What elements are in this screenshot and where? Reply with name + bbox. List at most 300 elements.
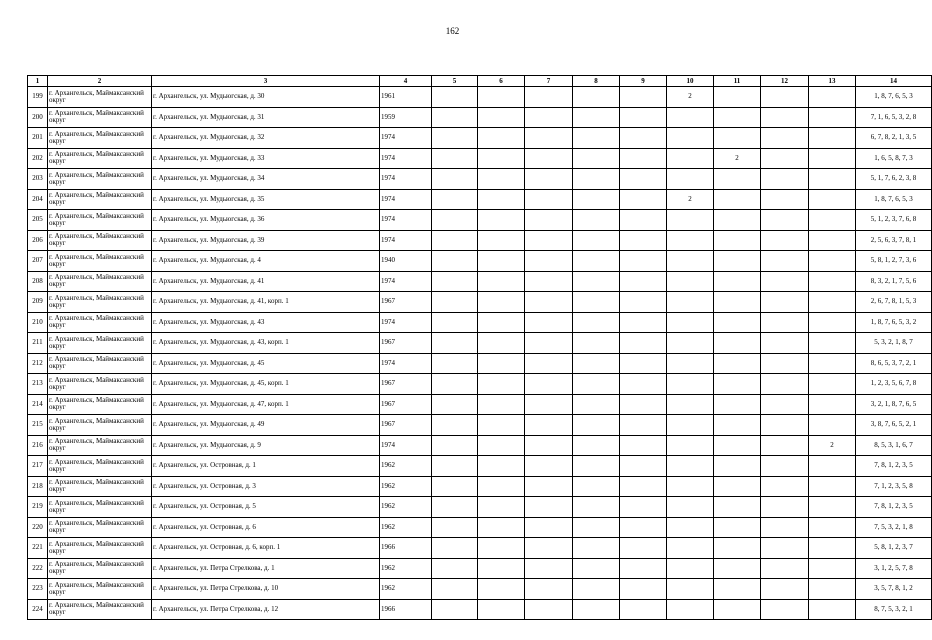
cell-c7 <box>525 579 573 600</box>
cell-c5 <box>432 415 478 436</box>
cell-district: г. Архангельск, Маймаксанский округ <box>48 271 152 292</box>
cell-c6 <box>478 394 525 415</box>
cell-c7 <box>525 333 573 354</box>
cell-c9 <box>620 415 667 436</box>
cell-c7 <box>525 353 573 374</box>
cell-c6 <box>478 128 525 149</box>
cell-c14: 8, 5, 3, 1, 6, 7 <box>856 435 932 456</box>
cell-district: г. Архангельск, Маймаксанский округ <box>48 415 152 436</box>
cell-c7 <box>525 230 573 251</box>
cell-c14: 2, 6, 7, 8, 1, 5, 3 <box>856 292 932 313</box>
cell-c13 <box>809 189 856 210</box>
cell-c13 <box>809 353 856 374</box>
cell-c8 <box>573 210 620 231</box>
cell-address: г. Архангельск, ул. Мудьюгская, д. 47, корп. 1 <box>152 394 380 415</box>
cell-year: 1962 <box>380 456 432 477</box>
cell-c5 <box>432 189 478 210</box>
cell-c6 <box>478 169 525 190</box>
registry-table <box>27 75 932 620</box>
cell-c13 <box>809 538 856 559</box>
column-header-7: 7 <box>525 76 573 87</box>
cell-c7 <box>525 476 573 497</box>
cell-c5 <box>432 476 478 497</box>
cell-c5 <box>432 107 478 128</box>
cell-district: г. Архангельск, Маймаксанский округ <box>48 374 152 395</box>
cell-address: г. Архангельск, ул. Мудьюгская, д. 31 <box>152 107 380 128</box>
cell-c6 <box>478 374 525 395</box>
cell-address: г. Архангельск, ул. Островная, д. 1 <box>152 456 380 477</box>
cell-year: 1967 <box>380 374 432 395</box>
cell-c7 <box>525 107 573 128</box>
cell-c9 <box>620 271 667 292</box>
table-row <box>28 517 932 538</box>
cell-c5 <box>432 128 478 149</box>
cell-address: г. Архангельск, ул. Островная, д. 6, корп. 1 <box>152 538 380 559</box>
cell-c5 <box>432 87 478 108</box>
table-row <box>28 312 932 333</box>
cell-c6 <box>478 87 525 108</box>
cell-c14: 1, 2, 3, 5, 6, 7, 8 <box>856 374 932 395</box>
cell-c9 <box>620 148 667 169</box>
cell-c14: 5, 1, 7, 6, 2, 3, 8 <box>856 169 932 190</box>
table-row <box>28 435 932 456</box>
cell-n: 224 <box>28 599 48 620</box>
cell-n: 201 <box>28 128 48 149</box>
cell-year: 1974 <box>380 271 432 292</box>
cell-c7 <box>525 87 573 108</box>
cell-c10 <box>667 128 714 149</box>
cell-year: 1974 <box>380 312 432 333</box>
cell-c5 <box>432 333 478 354</box>
cell-c12 <box>761 497 809 518</box>
cell-address: г. Архангельск, ул. Мудьюгская, д. 34 <box>152 169 380 190</box>
cell-year: 1967 <box>380 394 432 415</box>
cell-district: г. Архангельск, Маймаксанский округ <box>48 333 152 354</box>
cell-c12 <box>761 579 809 600</box>
table-row <box>28 374 932 395</box>
cell-district: г. Архангельск, Маймаксанский округ <box>48 128 152 149</box>
table-row <box>28 189 932 210</box>
cell-c5 <box>432 271 478 292</box>
cell-c6 <box>478 579 525 600</box>
cell-district: г. Архангельск, Маймаксанский округ <box>48 538 152 559</box>
cell-year: 1974 <box>380 210 432 231</box>
cell-c8 <box>573 312 620 333</box>
cell-district: г. Архангельск, Маймаксанский округ <box>48 230 152 251</box>
cell-year: 1962 <box>380 579 432 600</box>
cell-c5 <box>432 292 478 313</box>
cell-c10 <box>667 599 714 620</box>
column-header-9: 9 <box>620 76 667 87</box>
table-row <box>28 538 932 559</box>
cell-c11 <box>714 87 761 108</box>
cell-c14: 1, 8, 7, 6, 5, 3 <box>856 87 932 108</box>
cell-n: 204 <box>28 189 48 210</box>
cell-c10 <box>667 538 714 559</box>
cell-c12 <box>761 476 809 497</box>
column-header-6: 6 <box>478 76 525 87</box>
cell-c12 <box>761 374 809 395</box>
cell-address: г. Архангельск, ул. Мудьюгская, д. 43 <box>152 312 380 333</box>
cell-c11 <box>714 312 761 333</box>
cell-c8 <box>573 497 620 518</box>
cell-n: 200 <box>28 107 48 128</box>
cell-c5 <box>432 599 478 620</box>
cell-c11 <box>714 538 761 559</box>
cell-c9 <box>620 558 667 579</box>
cell-c9 <box>620 435 667 456</box>
cell-c8 <box>573 558 620 579</box>
cell-c12 <box>761 517 809 538</box>
cell-n: 213 <box>28 374 48 395</box>
cell-c5 <box>432 374 478 395</box>
cell-district: г. Архангельск, Маймаксанский округ <box>48 353 152 374</box>
cell-c8 <box>573 353 620 374</box>
cell-c6 <box>478 456 525 477</box>
cell-c11 <box>714 476 761 497</box>
cell-c13 <box>809 128 856 149</box>
cell-c9 <box>620 292 667 313</box>
cell-c13 <box>809 210 856 231</box>
cell-c7 <box>525 169 573 190</box>
cell-c6 <box>478 538 525 559</box>
cell-c7 <box>525 148 573 169</box>
cell-c5 <box>432 517 478 538</box>
cell-c11 <box>714 497 761 518</box>
cell-c8 <box>573 538 620 559</box>
cell-c14: 6, 7, 8, 2, 1, 3, 5 <box>856 128 932 149</box>
cell-c13 <box>809 456 856 477</box>
cell-c14: 7, 1, 2, 3, 5, 8 <box>856 476 932 497</box>
cell-c11 <box>714 579 761 600</box>
cell-c11 <box>714 210 761 231</box>
cell-n: 222 <box>28 558 48 579</box>
table-row <box>28 456 932 477</box>
cell-c6 <box>478 435 525 456</box>
cell-address: г. Архангельск, ул. Мудьюгская, д. 35 <box>152 189 380 210</box>
cell-c9 <box>620 394 667 415</box>
cell-c13 <box>809 394 856 415</box>
cell-c12 <box>761 189 809 210</box>
cell-c11 <box>714 394 761 415</box>
cell-c10 <box>667 517 714 538</box>
cell-c11 <box>714 107 761 128</box>
cell-year: 1962 <box>380 558 432 579</box>
table-row <box>28 476 932 497</box>
cell-c8 <box>573 374 620 395</box>
cell-c8 <box>573 271 620 292</box>
cell-address: г. Архангельск, ул. Мудьюгская, д. 33 <box>152 148 380 169</box>
table-row <box>28 107 932 128</box>
table-row <box>28 148 932 169</box>
cell-address: г. Архангельск, ул. Мудьюгская, д. 41 <box>152 271 380 292</box>
column-header-12: 12 <box>761 76 809 87</box>
cell-c9 <box>620 107 667 128</box>
cell-n: 210 <box>28 312 48 333</box>
cell-n: 203 <box>28 169 48 190</box>
cell-c9 <box>620 599 667 620</box>
cell-c7 <box>525 271 573 292</box>
cell-district: г. Архангельск, Маймаксанский округ <box>48 312 152 333</box>
cell-c9 <box>620 353 667 374</box>
cell-district: г. Архангельск, Маймаксанский округ <box>48 87 152 108</box>
cell-c8 <box>573 87 620 108</box>
column-header-10: 10 <box>667 76 714 87</box>
cell-c8 <box>573 599 620 620</box>
cell-c9 <box>620 456 667 477</box>
table-row <box>28 292 932 313</box>
cell-c12 <box>761 312 809 333</box>
cell-n: 214 <box>28 394 48 415</box>
cell-address: г. Архангельск, ул. Островная, д. 6 <box>152 517 380 538</box>
cell-c11 <box>714 599 761 620</box>
cell-year: 1966 <box>380 538 432 559</box>
table-row <box>28 497 932 518</box>
table-row <box>28 353 932 374</box>
cell-c5 <box>432 538 478 559</box>
table-row <box>28 333 932 354</box>
cell-n: 215 <box>28 415 48 436</box>
cell-c10 <box>667 169 714 190</box>
cell-c11 <box>714 292 761 313</box>
column-header-4: 4 <box>380 76 432 87</box>
cell-c9 <box>620 579 667 600</box>
cell-c9 <box>620 333 667 354</box>
cell-district: г. Архангельск, Маймаксанский округ <box>48 292 152 313</box>
cell-c5 <box>432 435 478 456</box>
cell-c11 <box>714 169 761 190</box>
cell-c8 <box>573 292 620 313</box>
cell-year: 1974 <box>380 435 432 456</box>
cell-c8 <box>573 517 620 538</box>
cell-c6 <box>478 210 525 231</box>
table-row <box>28 558 932 579</box>
cell-c14: 5, 8, 1, 2, 7, 3, 6 <box>856 251 932 272</box>
cell-c13: 2 <box>809 435 856 456</box>
cell-district: г. Архангельск, Маймаксанский округ <box>48 148 152 169</box>
cell-c12 <box>761 599 809 620</box>
column-header-2: 2 <box>48 76 152 87</box>
cell-c10 <box>667 394 714 415</box>
cell-c5 <box>432 251 478 272</box>
cell-n: 223 <box>28 579 48 600</box>
cell-c8 <box>573 456 620 477</box>
cell-c10 <box>667 230 714 251</box>
cell-n: 211 <box>28 333 48 354</box>
column-header-13: 13 <box>809 76 856 87</box>
table-row <box>28 128 932 149</box>
cell-year: 1962 <box>380 476 432 497</box>
column-header-1: 1 <box>28 76 48 87</box>
cell-c9 <box>620 189 667 210</box>
cell-c5 <box>432 558 478 579</box>
cell-n: 220 <box>28 517 48 538</box>
cell-c8 <box>573 394 620 415</box>
cell-c6 <box>478 271 525 292</box>
cell-c11 <box>714 374 761 395</box>
cell-c5 <box>432 210 478 231</box>
cell-district: г. Архангельск, Маймаксанский округ <box>48 599 152 620</box>
cell-district: г. Архангельск, Маймаксанский округ <box>48 579 152 600</box>
cell-c12 <box>761 230 809 251</box>
cell-c14: 8, 7, 5, 3, 2, 1 <box>856 599 932 620</box>
cell-c5 <box>432 353 478 374</box>
cell-c12 <box>761 394 809 415</box>
cell-c7 <box>525 538 573 559</box>
cell-c10: 2 <box>667 87 714 108</box>
cell-c12 <box>761 251 809 272</box>
cell-c7 <box>525 251 573 272</box>
cell-c10 <box>667 415 714 436</box>
cell-c11 <box>714 128 761 149</box>
cell-address: г. Архангельск, ул. Петра Стрелкова, д. 12 <box>152 599 380 620</box>
cell-c12 <box>761 292 809 313</box>
table-row <box>28 251 932 272</box>
cell-c11 <box>714 251 761 272</box>
table-body <box>28 87 932 620</box>
cell-c7 <box>525 599 573 620</box>
cell-c14: 5, 8, 1, 2, 3, 7 <box>856 538 932 559</box>
cell-c12 <box>761 456 809 477</box>
cell-c10 <box>667 251 714 272</box>
table-row <box>28 169 932 190</box>
cell-c7 <box>525 128 573 149</box>
cell-c5 <box>432 312 478 333</box>
cell-c9 <box>620 497 667 518</box>
cell-c14: 7, 5, 3, 2, 1, 8 <box>856 517 932 538</box>
cell-c8 <box>573 476 620 497</box>
cell-c10 <box>667 107 714 128</box>
cell-year: 1959 <box>380 107 432 128</box>
cell-c6 <box>478 353 525 374</box>
cell-c5 <box>432 148 478 169</box>
cell-c8 <box>573 435 620 456</box>
cell-c8 <box>573 333 620 354</box>
cell-c14: 7, 8, 1, 2, 3, 5 <box>856 456 932 477</box>
cell-c5 <box>432 394 478 415</box>
cell-c6 <box>478 230 525 251</box>
cell-address: г. Архангельск, ул. Мудьюгская, д. 4 <box>152 251 380 272</box>
cell-c14: 1, 8, 7, 6, 5, 3 <box>856 189 932 210</box>
cell-c13 <box>809 312 856 333</box>
cell-c14: 5, 1, 2, 3, 7, 6, 8 <box>856 210 932 231</box>
cell-c13 <box>809 558 856 579</box>
cell-c13 <box>809 374 856 395</box>
cell-c12 <box>761 210 809 231</box>
cell-c6 <box>478 189 525 210</box>
cell-c9 <box>620 169 667 190</box>
cell-c11 <box>714 333 761 354</box>
cell-c11: 2 <box>714 148 761 169</box>
cell-c6 <box>478 558 525 579</box>
cell-n: 209 <box>28 292 48 313</box>
cell-address: г. Архангельск, ул. Островная, д. 3 <box>152 476 380 497</box>
cell-c5 <box>432 497 478 518</box>
cell-district: г. Архангельск, Маймаксанский округ <box>48 394 152 415</box>
cell-c14: 1, 6, 5, 8, 7, 3 <box>856 148 932 169</box>
column-header-3: 3 <box>152 76 380 87</box>
cell-year: 1962 <box>380 497 432 518</box>
cell-c13 <box>809 497 856 518</box>
table-row <box>28 579 932 600</box>
cell-year: 1974 <box>380 189 432 210</box>
cell-c8 <box>573 579 620 600</box>
cell-c13 <box>809 271 856 292</box>
cell-c9 <box>620 312 667 333</box>
cell-c6 <box>478 107 525 128</box>
cell-c14: 3, 8, 7, 6, 5, 2, 1 <box>856 415 932 436</box>
cell-c10 <box>667 579 714 600</box>
cell-c10: 2 <box>667 189 714 210</box>
cell-c10 <box>667 312 714 333</box>
cell-c14: 5, 3, 2, 1, 8, 7 <box>856 333 932 354</box>
cell-address: г. Архангельск, ул. Мудьюгская, д. 9 <box>152 435 380 456</box>
cell-c6 <box>478 476 525 497</box>
cell-c14: 8, 6, 5, 3, 7, 2, 1 <box>856 353 932 374</box>
cell-c10 <box>667 271 714 292</box>
cell-c11 <box>714 415 761 436</box>
cell-c9 <box>620 517 667 538</box>
cell-district: г. Архангельск, Маймаксанский округ <box>48 558 152 579</box>
cell-district: г. Архангельск, Маймаксанский округ <box>48 456 152 477</box>
cell-district: г. Архангельск, Маймаксанский округ <box>48 169 152 190</box>
cell-c6 <box>478 148 525 169</box>
cell-c7 <box>525 374 573 395</box>
cell-address: г. Архангельск, ул. Мудьюгская, д. 43, корп. 1 <box>152 333 380 354</box>
cell-c14: 8, 3, 2, 1, 7, 5, 6 <box>856 271 932 292</box>
cell-c10 <box>667 333 714 354</box>
cell-year: 1974 <box>380 230 432 251</box>
cell-c9 <box>620 230 667 251</box>
cell-c13 <box>809 579 856 600</box>
cell-district: г. Архангельск, Маймаксанский округ <box>48 517 152 538</box>
cell-address: г. Архангельск, ул. Мудьюгская, д. 41, корп. 1 <box>152 292 380 313</box>
cell-c13 <box>809 230 856 251</box>
cell-c14: 3, 5, 7, 8, 1, 2 <box>856 579 932 600</box>
cell-c13 <box>809 292 856 313</box>
cell-year: 1974 <box>380 169 432 190</box>
column-header-14: 14 <box>856 76 932 87</box>
cell-c12 <box>761 169 809 190</box>
cell-c12 <box>761 415 809 436</box>
cell-district: г. Архангельск, Маймаксанский округ <box>48 107 152 128</box>
column-header-5: 5 <box>432 76 478 87</box>
cell-c6 <box>478 292 525 313</box>
table-row <box>28 210 932 231</box>
cell-c10 <box>667 374 714 395</box>
cell-c10 <box>667 210 714 231</box>
cell-c14: 3, 2, 1, 8, 7, 6, 5 <box>856 394 932 415</box>
cell-c9 <box>620 374 667 395</box>
cell-c12 <box>761 558 809 579</box>
cell-address: г. Архангельск, ул. Мудьюгская, д. 49 <box>152 415 380 436</box>
cell-c12 <box>761 128 809 149</box>
cell-c11 <box>714 435 761 456</box>
cell-c13 <box>809 107 856 128</box>
cell-c7 <box>525 189 573 210</box>
cell-c6 <box>478 251 525 272</box>
cell-c13 <box>809 169 856 190</box>
cell-c12 <box>761 435 809 456</box>
cell-c12 <box>761 107 809 128</box>
cell-address: г. Архангельск, ул. Мудьюгская, д. 36 <box>152 210 380 231</box>
cell-c11 <box>714 230 761 251</box>
cell-district: г. Архангельск, Маймаксанский округ <box>48 435 152 456</box>
cell-c13 <box>809 476 856 497</box>
cell-address: г. Архангельск, ул. Мудьюгская, д. 45, корп. 1 <box>152 374 380 395</box>
cell-n: 205 <box>28 210 48 231</box>
cell-c7 <box>525 435 573 456</box>
